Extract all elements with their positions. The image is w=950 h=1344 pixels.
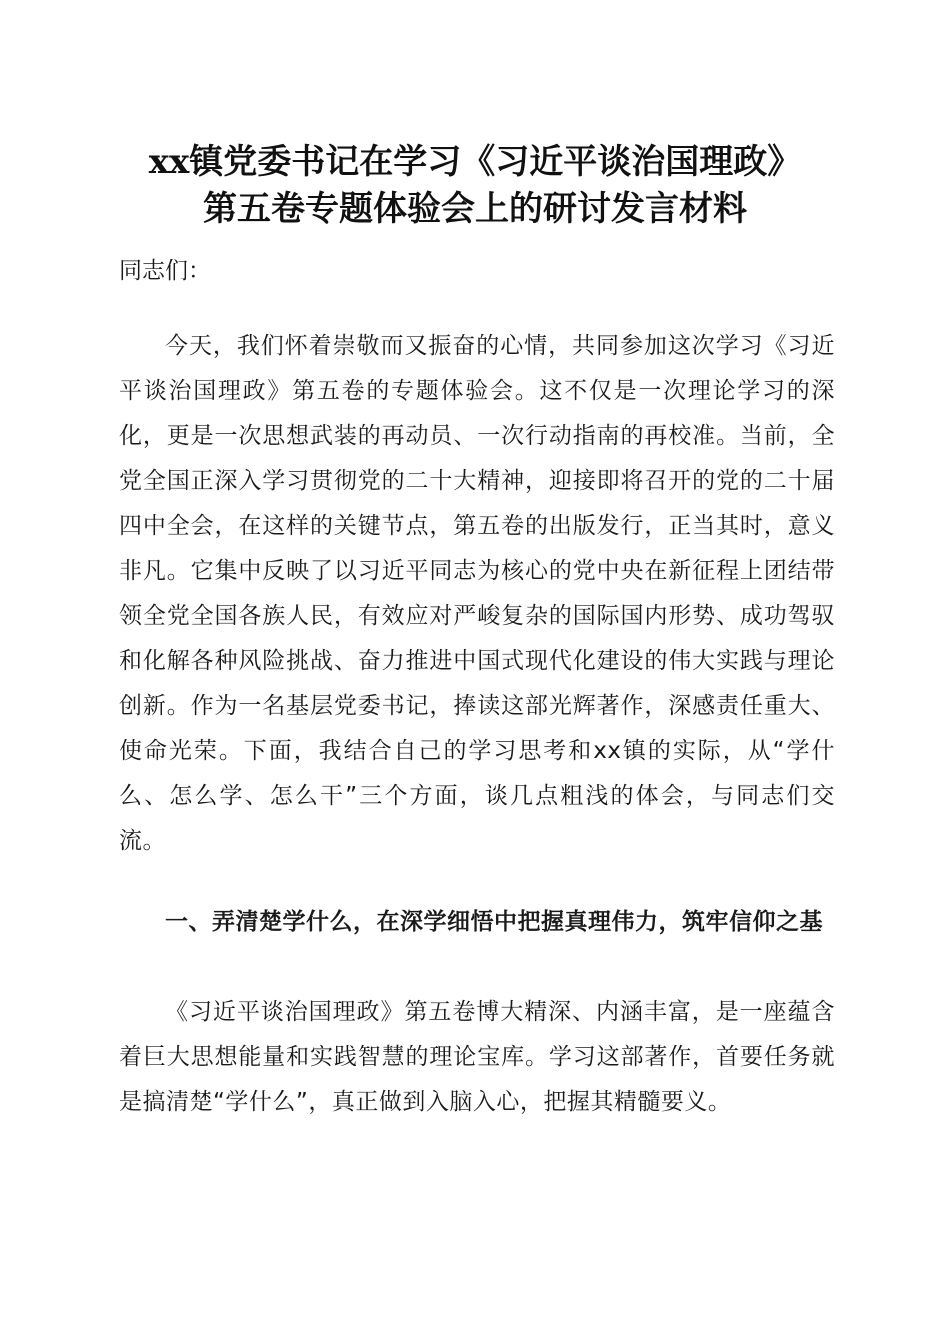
section-heading-1: 一、弄清楚学什么，在深学细悟中把握真理伟力，筑牢信仰之基	[165, 909, 823, 935]
document-title-line-2: 第五卷专题体验会上的研讨发言材料	[203, 189, 747, 229]
salutation: 同志们：	[119, 258, 211, 284]
paragraph-intro: 今天，我们怀着崇敬而又振奋的心情，共同参加这次学习《习近平谈治国理政》第五卷的专题体验会。这不仅是一次理论学习的深化，更是一次思想武装的再动员、一次行动指南的再校准。当前，全党全国正深入学习贯彻党的二十大精神，迎接即将召开的党的二十届四中全会，在这样的关键节点，第五卷的出版发行，正当其时，意义非凡。它集中反映了以习近平同志为核心的党中央在新征程上团结带领全党全国各族人民，有效应对严峻复杂的国际国内形势、成功驾驭和化解各种风险挑战、奋力推进中国式现代化建设的伟大实践与理论创新。作为一名基层党委书记，捧读这部光辉著作，深感责任重大、使命光荣。下面，我结合自己的学习思考和xx镇的实际，从“学什么、怎么学、怎么干”三个方面，谈几点粗浅的体会，与同志们交流。	[119, 333, 835, 854]
paragraph-section-1: 《习近平谈治国理政》第五卷博大精深、内涵丰富，是一座蕴含着巨大思想能量和实践智慧的理论宝库。学习这部著作，首要任务就是搞清楚“学什么”，真正做到入脑入心，把握其精髓要义。	[119, 999, 835, 1115]
document-title-line-1: xx镇党委书记在学习《习近平谈治国理政》	[148, 142, 802, 182]
